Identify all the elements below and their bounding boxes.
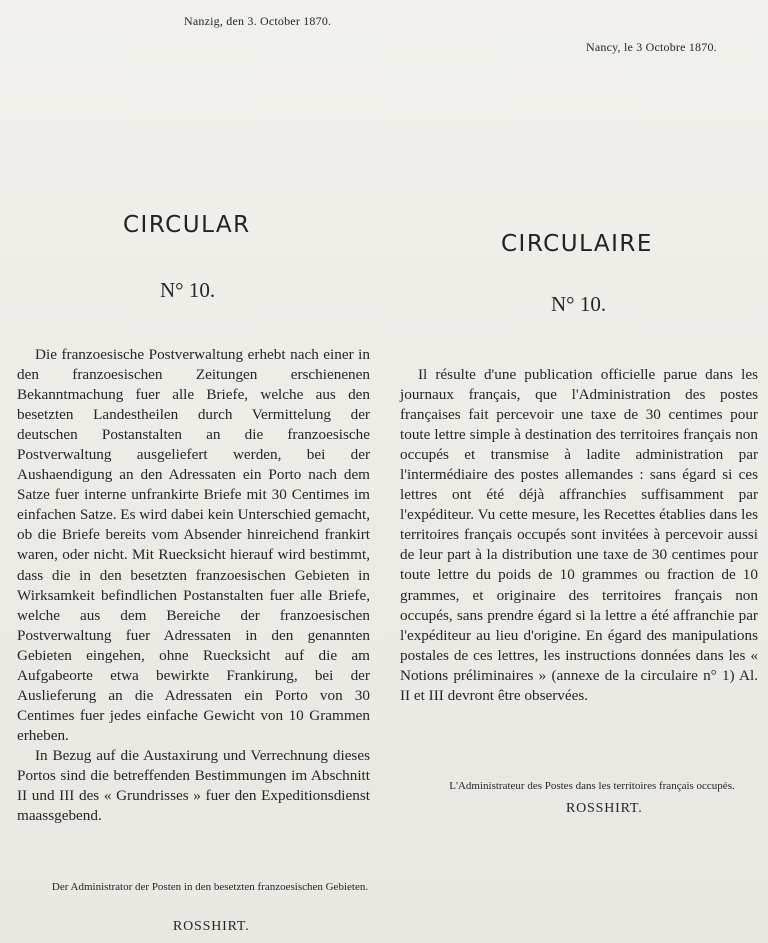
signature-name-german: ROSSHIRT. [173,919,250,934]
signature-title-french: L'Administrateur des Postes dans les territoires français occupés. [449,780,735,792]
french-paragraph-1: Il résulte d'une publication officielle parue dans les journaux français, que l'Administration des postes françaises fait percevoir une taxe de 30 centimes pour toute lettre simple à destination des territoires français non occupés et transmise à ladite administration par l'intermédiaire des postes allemandes : sans égard si ces lettres ont été déjà affranchies suffisamment par l'expéditeur. Vu cette mesure, les Recettes établies dans les territoires français occupés sont invitées à percevoir aussi de leur part à la distribution une taxe de 30 centimes pour toute lettre du poids de 10 grammes ou fraction de 10 grammes, et originaire des territoires français non occupés, sans prendre égard si la lettre a été affranchie par l'expéditeur au lieu d'origine. En égard des manipulations postales de ces lettres, les instructions données dans les « Notions préliminaires » (annexe de la circulaire n° 1) Al. II et III devront être observées. [400,366,758,704]
circular-number-french: N° 10. [551,292,607,316]
signature-title-german: Der Administrator der Posten in den besetzten franzoesischen Gebieten. [51,881,369,893]
signature-name-french: ROSSHIRT. [566,801,643,816]
heading-circulaire: CIRCULAIRE [501,231,653,257]
german-paragraph-1: Die franzoesische Postverwaltung erhebt nach einer in den franzoesischen Zeitungen erschienenen Bekanntmachung fuer alle Briefe, welche aus den besetzten Landestheilen durch Vermittelung der deutschen Postanstalten an die franzoesische Postverwaltung ausgeliefert werden, bei der Aushaendigung an den Adressaten ein Porto nach dem Satze fuer interne unfrankirte Briefe mit 30 Centimes im einfachen Satze. Es wird dabei kein Unterschied gemacht, ob die Briefe bereits vom Absender hinreichend frankirt waren, oder nicht. Mit Ruecksicht hierauf wird bestimmt, dass die in den besetzten franzoesischen Gebieten in Wirksamkeit befindlichen Postanstalten fuer alle Briefe, welche aus dem Bereiche der franzoesischen Postverwaltung fuer Adressaten in den genannten Gebieten eingehen, ohne Ruecksicht auf die am Aufgabeorte etwa bewirkte Frankirung, bei der Auslieferung an die Adressaten ein Porto von 30 Centimes fuer jedes einfache Gewicht von 10 Grammen erheben. [17,346,370,744]
dateline-german: Nanzig, den 3. October 1870. [184,14,332,28]
dateline-french: Nancy, le 3 Octobre 1870. [586,40,717,54]
german-paragraph-2: In Bezug auf die Austaxirung und Verrechnung dieses Portos sind die betreffenden Bestimmungen im Abschnitt II und III des « Grundrisses » fuer den Expeditionsdienst maassgebend. [17,746,370,825]
german-body [17,345,370,826]
circular-number-german: N° 10. [160,278,216,302]
heading-circular: CIRCULAR [123,212,251,238]
french-body [400,365,758,706]
